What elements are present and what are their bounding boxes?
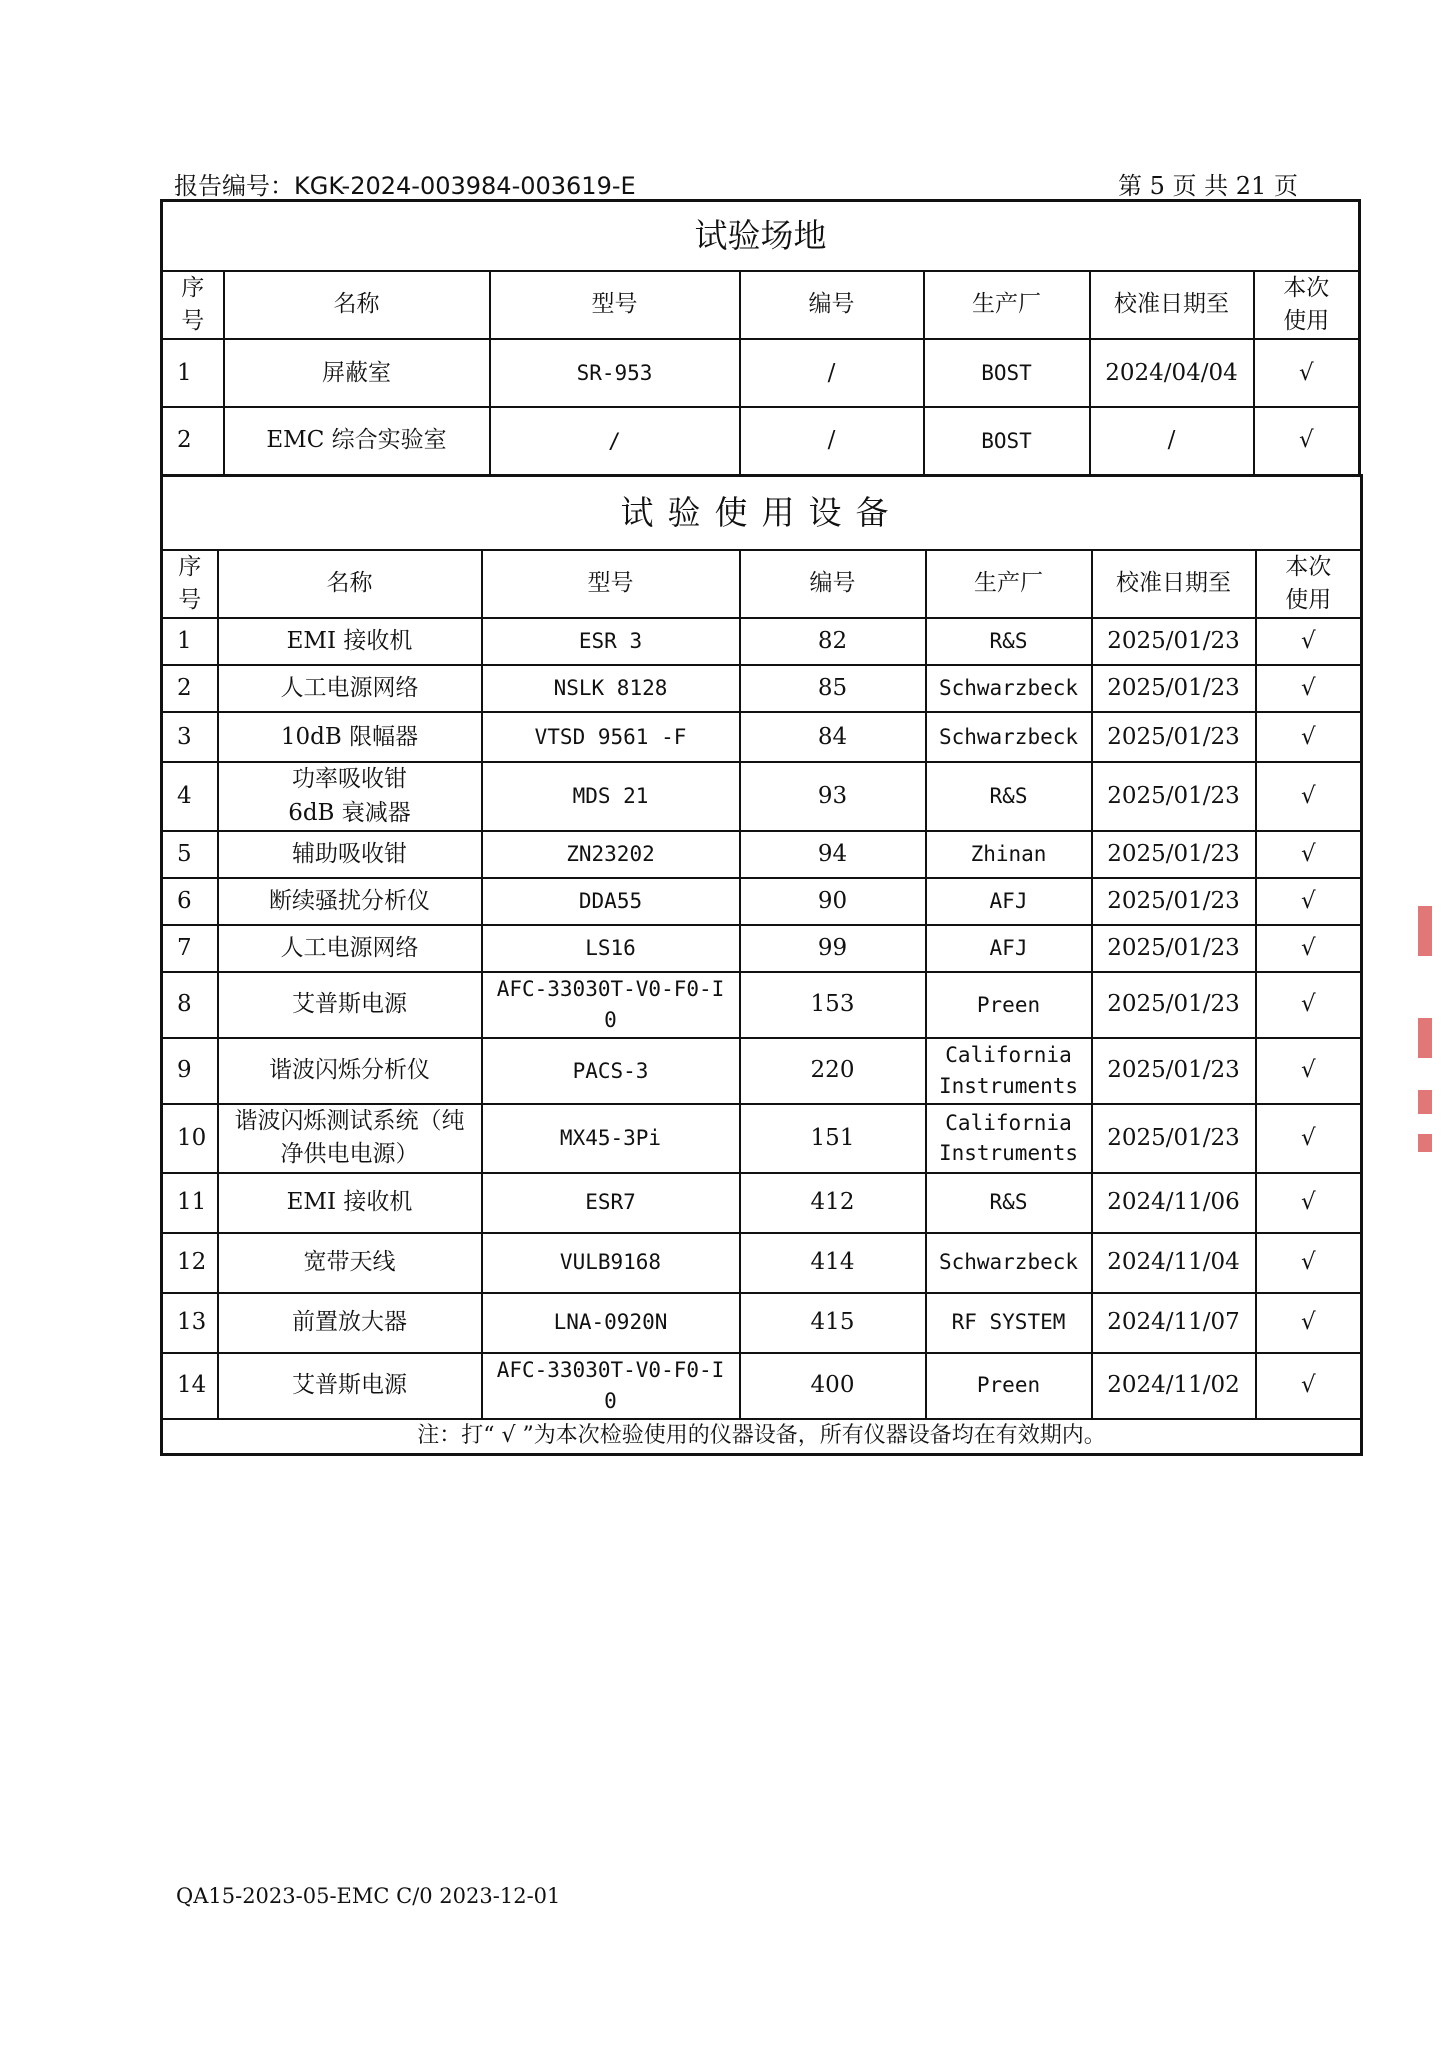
equipment-table — [160, 474, 1363, 1456]
table-row — [162, 1173, 1362, 1233]
cell-name: 艾普斯电源 — [218, 972, 482, 1038]
cell-name: 艾普斯电源 — [218, 1353, 482, 1419]
header-name: 名称 — [224, 271, 490, 340]
cell-used: √ — [1256, 1293, 1362, 1353]
cell-used: √ — [1256, 712, 1362, 762]
cell-manufacturer: R&S — [926, 762, 1092, 831]
cell-name: 断续骚扰分析仪 — [218, 878, 482, 925]
header-used: 本次 使用 — [1254, 271, 1360, 340]
cell-index: 12 — [162, 1233, 218, 1293]
cell-index: 4 — [162, 762, 218, 831]
cell-serial: 82 — [740, 618, 926, 665]
table-row — [162, 1233, 1362, 1293]
cell-manufacturer: RF SYSTEM — [926, 1293, 1092, 1353]
cell-calibration: 2025/01/23 — [1092, 762, 1256, 831]
cell-name: 谐波闪烁分析仪 — [218, 1038, 482, 1104]
cell-model: ZN23202 — [482, 831, 740, 878]
cell-name: EMI 接收机 — [218, 618, 482, 665]
cell-name: 功率吸收钳 6dB 衰减器 — [218, 762, 482, 831]
header-model: 型号 — [482, 550, 740, 619]
cell-index: 11 — [162, 1173, 218, 1233]
cell-name: 10dB 限幅器 — [218, 712, 482, 762]
table-row — [162, 1104, 1362, 1173]
cell-calibration: 2025/01/23 — [1092, 925, 1256, 972]
cell-serial: 414 — [740, 1233, 926, 1293]
cell-manufacturer: AFJ — [926, 878, 1092, 925]
cell-model: MX45-3Pi — [482, 1104, 740, 1173]
cell-model: VTSD 9561 -F — [482, 712, 740, 762]
cell-model: LS16 — [482, 925, 740, 972]
cell-index: 1 — [162, 618, 218, 665]
cell-model: NSLK 8128 — [482, 665, 740, 712]
cell-used: √ — [1256, 925, 1362, 972]
cell-manufacturer: R&S — [926, 618, 1092, 665]
cell-used: √ — [1256, 762, 1362, 831]
header-calibration: 校准日期至 — [1092, 550, 1256, 619]
header-index: 序 号 — [162, 550, 218, 619]
cell-manufacturer: BOST — [924, 407, 1090, 475]
cell-name: 前置放大器 — [218, 1293, 482, 1353]
cell-manufacturer: R&S — [926, 1173, 1092, 1233]
cell-calibration: 2025/01/23 — [1092, 878, 1256, 925]
cell-used: √ — [1256, 831, 1362, 878]
cell-index: 8 — [162, 972, 218, 1038]
cell-serial: 151 — [740, 1104, 926, 1173]
site-table-title: 试验场地 — [162, 201, 1360, 271]
equipment-table-header-row — [162, 550, 1362, 619]
cell-name: 宽带天线 — [218, 1233, 482, 1293]
cell-calibration: / — [1090, 407, 1254, 475]
cell-name: 辅助吸收钳 — [218, 831, 482, 878]
cell-calibration: 2025/01/23 — [1092, 972, 1256, 1038]
cell-serial: 84 — [740, 712, 926, 762]
header-used: 本次 使用 — [1256, 550, 1362, 619]
cell-used: √ — [1256, 1173, 1362, 1233]
cell-model: SR-953 — [490, 339, 740, 407]
cell-serial: 93 — [740, 762, 926, 831]
cell-serial: / — [740, 339, 924, 407]
cell-manufacturer: Schwarzbeck — [926, 712, 1092, 762]
cell-index: 13 — [162, 1293, 218, 1353]
cell-serial: 94 — [740, 831, 926, 878]
site-table-header-row — [162, 271, 1360, 340]
cell-calibration: 2024/11/07 — [1092, 1293, 1256, 1353]
cell-index: 1 — [162, 339, 224, 407]
cell-name: 屏蔽室 — [224, 339, 490, 407]
table-row — [162, 831, 1362, 878]
cell-manufacturer: BOST — [924, 339, 1090, 407]
cell-name: 谐波闪烁测试系统（纯 净供电电源） — [218, 1104, 482, 1173]
cell-used: √ — [1256, 665, 1362, 712]
header-calibration: 校准日期至 — [1090, 271, 1254, 340]
cell-calibration: 2024/04/04 — [1090, 339, 1254, 407]
header-serial: 编号 — [740, 271, 924, 340]
cell-model: AFC-33030T-V0-F0-I 0 — [482, 1353, 740, 1419]
cell-manufacturer: Schwarzbeck — [926, 1233, 1092, 1293]
cell-calibration: 2024/11/02 — [1092, 1353, 1256, 1419]
cell-calibration: 2025/01/23 — [1092, 712, 1256, 762]
equipment-table-title: 试验使用设备 — [162, 476, 1362, 550]
cell-index: 7 — [162, 925, 218, 972]
table-row — [162, 712, 1362, 762]
cell-used: √ — [1254, 407, 1360, 475]
cell-used: √ — [1254, 339, 1360, 407]
seal-mark — [1418, 1018, 1432, 1058]
header-index: 序 号 — [162, 271, 224, 340]
cell-index: 2 — [162, 665, 218, 712]
cell-name: 人工电源网络 — [218, 665, 482, 712]
table-row — [162, 762, 1362, 831]
table-row — [162, 618, 1362, 665]
cell-used: √ — [1256, 618, 1362, 665]
cell-name: EMC 综合实验室 — [224, 407, 490, 475]
cell-model: DDA55 — [482, 878, 740, 925]
table-row — [162, 1038, 1362, 1104]
cell-model: ESR7 — [482, 1173, 740, 1233]
table-row — [162, 1293, 1362, 1353]
cell-used: √ — [1256, 972, 1362, 1038]
cell-model: ESR 3 — [482, 618, 740, 665]
table-row — [162, 1353, 1362, 1419]
site-table-body — [162, 339, 1360, 475]
cell-model: PACS-3 — [482, 1038, 740, 1104]
header-serial: 编号 — [740, 550, 926, 619]
cell-index: 10 — [162, 1104, 218, 1173]
cell-serial: 220 — [740, 1038, 926, 1104]
cell-used: √ — [1256, 1038, 1362, 1104]
cell-calibration: 2024/11/04 — [1092, 1233, 1256, 1293]
cell-used: √ — [1256, 878, 1362, 925]
cell-serial: 412 — [740, 1173, 926, 1233]
cell-manufacturer: AFJ — [926, 925, 1092, 972]
equipment-note: 注：打“ √ ”为本次检验使用的仪器设备，所有仪器设备均在有效期内。 — [162, 1419, 1362, 1455]
cell-name: EMI 接收机 — [218, 1173, 482, 1233]
cell-serial: 153 — [740, 972, 926, 1038]
header-name: 名称 — [218, 550, 482, 619]
cell-calibration: 2025/01/23 — [1092, 1104, 1256, 1173]
cell-manufacturer: Zhinan — [926, 831, 1092, 878]
cell-model: MDS 21 — [482, 762, 740, 831]
cell-calibration: 2025/01/23 — [1092, 665, 1256, 712]
cell-index: 2 — [162, 407, 224, 475]
seal-mark — [1418, 1134, 1432, 1152]
site-table — [160, 199, 1361, 477]
cell-model: AFC-33030T-V0-F0-I 0 — [482, 972, 740, 1038]
cell-serial: 415 — [740, 1293, 926, 1353]
cell-calibration: 2025/01/23 — [1092, 831, 1256, 878]
cell-serial: / — [740, 407, 924, 475]
header-manufacturer: 生产厂 — [926, 550, 1092, 619]
cell-serial: 85 — [740, 665, 926, 712]
cell-manufacturer: Preen — [926, 972, 1092, 1038]
cell-manufacturer: California Instruments — [926, 1104, 1092, 1173]
page-indicator: 第 5 页 共 21 页 — [1118, 172, 1298, 200]
table-row — [162, 878, 1362, 925]
cell-used: √ — [1256, 1353, 1362, 1419]
header-model: 型号 — [490, 271, 740, 340]
table-row — [162, 407, 1360, 475]
cell-index: 9 — [162, 1038, 218, 1104]
cell-index: 14 — [162, 1353, 218, 1419]
document-code: QA15-2023-05-EMC C/0 2023-12-01 — [176, 1884, 561, 1908]
cell-serial: 400 — [740, 1353, 926, 1419]
cell-model: / — [490, 407, 740, 475]
cell-calibration: 2024/11/06 — [1092, 1173, 1256, 1233]
table-row — [162, 665, 1362, 712]
header-manufacturer: 生产厂 — [924, 271, 1090, 340]
table-row — [162, 925, 1362, 972]
cell-manufacturer: Preen — [926, 1353, 1092, 1419]
cell-model: LNA-0920N — [482, 1293, 740, 1353]
cell-manufacturer: California Instruments — [926, 1038, 1092, 1104]
cell-index: 5 — [162, 831, 218, 878]
cell-name: 人工电源网络 — [218, 925, 482, 972]
cell-serial: 90 — [740, 878, 926, 925]
cell-serial: 99 — [740, 925, 926, 972]
report-number: 报告编号：KGK-2024-003984-003619-E — [174, 172, 636, 200]
table-row — [162, 339, 1360, 407]
cell-model: VULB9168 — [482, 1233, 740, 1293]
seal-mark — [1418, 1090, 1432, 1114]
cell-index: 6 — [162, 878, 218, 925]
cell-calibration: 2025/01/23 — [1092, 1038, 1256, 1104]
equipment-table-body — [162, 618, 1362, 1418]
cell-index: 3 — [162, 712, 218, 762]
cell-used: √ — [1256, 1233, 1362, 1293]
cell-used: √ — [1256, 1104, 1362, 1173]
cell-calibration: 2025/01/23 — [1092, 618, 1256, 665]
cell-manufacturer: Schwarzbeck — [926, 665, 1092, 712]
seal-mark — [1418, 906, 1432, 956]
table-row — [162, 972, 1362, 1038]
